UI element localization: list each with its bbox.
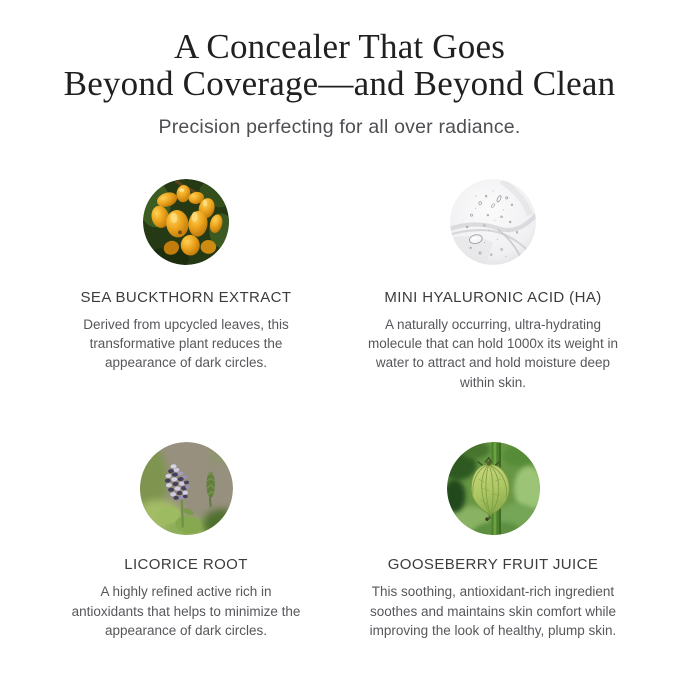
gooseberry-image <box>447 442 540 535</box>
licorice-root-image <box>140 442 233 535</box>
licorice-root-image <box>140 442 233 535</box>
sea-buckthorn-image <box>143 179 229 265</box>
title-line-1: A Concealer That Goes <box>173 27 506 66</box>
page-title <box>0 29 679 103</box>
ingredient-heading: MINI HYALURONIC ACID (HA) <box>384 288 602 306</box>
title-line-2: Beyond Coverage—and Beyond Clean <box>63 63 616 103</box>
ingredient-description: This soothing, antioxidant-rich ingredient soothes and maintains skin comfort while improving the look of healthy, plump skin. <box>369 584 617 639</box>
ingredient-grid <box>0 179 679 641</box>
ingredient-card-hyaluronic-acid <box>340 179 647 393</box>
ingredient-heading: GOOSEBERRY FRUIT JUICE <box>387 556 599 574</box>
hyaluronic-acid-image <box>450 179 536 265</box>
page-subtitle: Precision perfecting for all over radiance. <box>158 115 521 138</box>
gooseberry-image <box>447 442 540 535</box>
ingredient-description: Derived from upcycled leaves, this transformative plant reduces the appearance of dark circles. <box>83 316 289 371</box>
sea-buckthorn-image <box>143 179 229 265</box>
ingredient-description: A naturally occurring, ultra-hydrating molecule that can hold 1000x its weight in water to attract and hold moisture deep within skin. <box>368 316 618 390</box>
ingredient-card-licorice-root <box>33 442 340 640</box>
ingredient-card-gooseberry <box>340 442 647 640</box>
hyaluronic-acid-image <box>450 179 536 265</box>
ingredient-heading: SEA BUCKTHORN EXTRACT <box>80 288 292 306</box>
ingredient-card-sea-buckthorn <box>33 179 340 393</box>
ingredient-description: A highly refined active rich in antioxidants that helps to minimize the appearance of dark circles. <box>71 584 301 639</box>
ingredient-heading: LICORICE ROOT <box>124 556 248 574</box>
